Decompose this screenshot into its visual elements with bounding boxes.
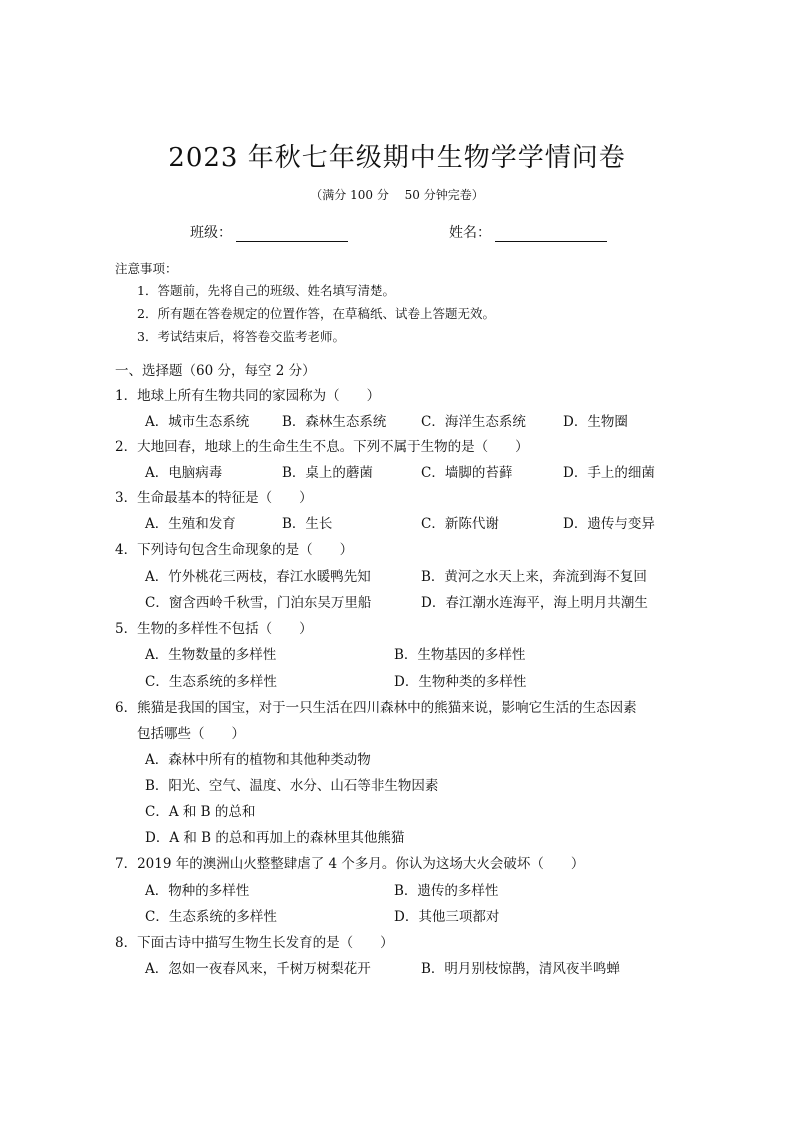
note-item: 2．所有题在答卷规定的位置作答，在草稿纸、试卷上答题无效。 xyxy=(137,306,495,321)
option-c: C．海洋生态系统 xyxy=(421,414,526,430)
name-label: 姓名： xyxy=(449,225,491,241)
option-c: C．新陈代谢 xyxy=(421,516,499,532)
option-b: B．桌上的蘑菌 xyxy=(282,465,373,481)
question-stem-continued: 包括哪些（ ） xyxy=(137,726,245,742)
note-item: 3．考试结束后，将答卷交监考老师。 xyxy=(137,329,345,344)
question-stem: 6．熊猫是我国的国宝，对于一只生活在四川森林中的熊猫来说，影响它生活的生态因素 xyxy=(115,700,637,716)
option-b: B．黄河之水天上来，奔流到海不复回 xyxy=(421,569,647,585)
option-a: A．城市生态系统 xyxy=(145,414,250,430)
option-c: C．生态系统的多样性 xyxy=(145,674,277,690)
question-stem: 7．2019 年的澳洲山火整整肆虐了 4 个多月。你认为这场大火会破坏（ ） xyxy=(115,856,585,872)
class-field xyxy=(190,222,348,242)
question-stem: 8．下面古诗中描写生物生长发育的是（ ） xyxy=(115,935,394,951)
option-a: A．竹外桃花三两枝，春江水暖鸭先知 xyxy=(145,569,371,585)
option-c: C．墙脚的苔藓 xyxy=(421,465,513,481)
option-c: C．生态系统的多样性 xyxy=(145,909,277,925)
class-blank-line xyxy=(236,226,348,242)
notes-heading: 注意事项： xyxy=(115,261,178,276)
option-b: B．森林生态系统 xyxy=(282,414,387,430)
option-d: D．A 和 B 的总和再加上的森林里其他熊猫 xyxy=(145,830,405,846)
name-blank-line xyxy=(495,226,607,242)
option-c: C．窗含西岭千秋雪，门泊东吴万里船 xyxy=(145,595,372,611)
option-a: A．物种的多样性 xyxy=(145,883,250,899)
question-stem: 5．生物的多样性不包括（ ） xyxy=(115,621,313,637)
question-stem: 4．下列诗句包含生命现象的是（ ） xyxy=(115,542,354,558)
option-d: D．生物圈 xyxy=(563,414,628,430)
note-item: 1．答题前，先将自己的班级、姓名填写清楚。 xyxy=(137,283,395,298)
class-label: 班级： xyxy=(190,225,232,241)
option-a: A．生物数量的多样性 xyxy=(145,647,277,663)
name-field xyxy=(449,222,607,242)
question-stem: 3．生命最基本的特征是（ ） xyxy=(115,490,313,506)
option-d: D．春江潮水连海平，海上明月共潮生 xyxy=(421,595,648,611)
option-b: B．生长 xyxy=(282,516,333,532)
option-d: D．手上的细菌 xyxy=(563,465,655,481)
question-stem: 1．地球上所有生物共同的家园称为（ ） xyxy=(115,388,381,404)
option-d: D．生物种类的多样性 xyxy=(394,674,527,690)
option-b: B．生物基因的多样性 xyxy=(394,647,526,663)
option-a: A．电脑病毒 xyxy=(145,465,223,481)
option-d: D．其他三项都对 xyxy=(394,909,500,925)
option-d: D．遗传与变异 xyxy=(563,516,655,532)
option-a: A．生殖和发育 xyxy=(145,516,236,532)
option-b: B．阳光、空气、温度、水分、山石等非生物因素 xyxy=(145,778,439,794)
option-c: C．A 和 B 的总和 xyxy=(145,804,256,820)
option-b: B．遗传的多样性 xyxy=(394,883,499,899)
question-stem: 2．大地回春，地球上的生命生生不息。下列不属于生物的是（ ） xyxy=(115,439,529,455)
page-subtitle: （满分 100 分 50 分钟完卷） xyxy=(310,188,484,202)
option-a: A．森林中所有的植物和其他种类动物 xyxy=(145,752,371,768)
page-title: 2023 年秋七年级期中生物学学情问卷 xyxy=(168,143,626,173)
section-heading: 一、选择题（60 分，每空 2 分） xyxy=(115,363,316,379)
option-b: B．明月别枝惊鹊，清风夜半鸣蝉 xyxy=(421,961,620,977)
option-a: A．忽如一夜春风来，千树万树梨花开 xyxy=(145,961,371,977)
